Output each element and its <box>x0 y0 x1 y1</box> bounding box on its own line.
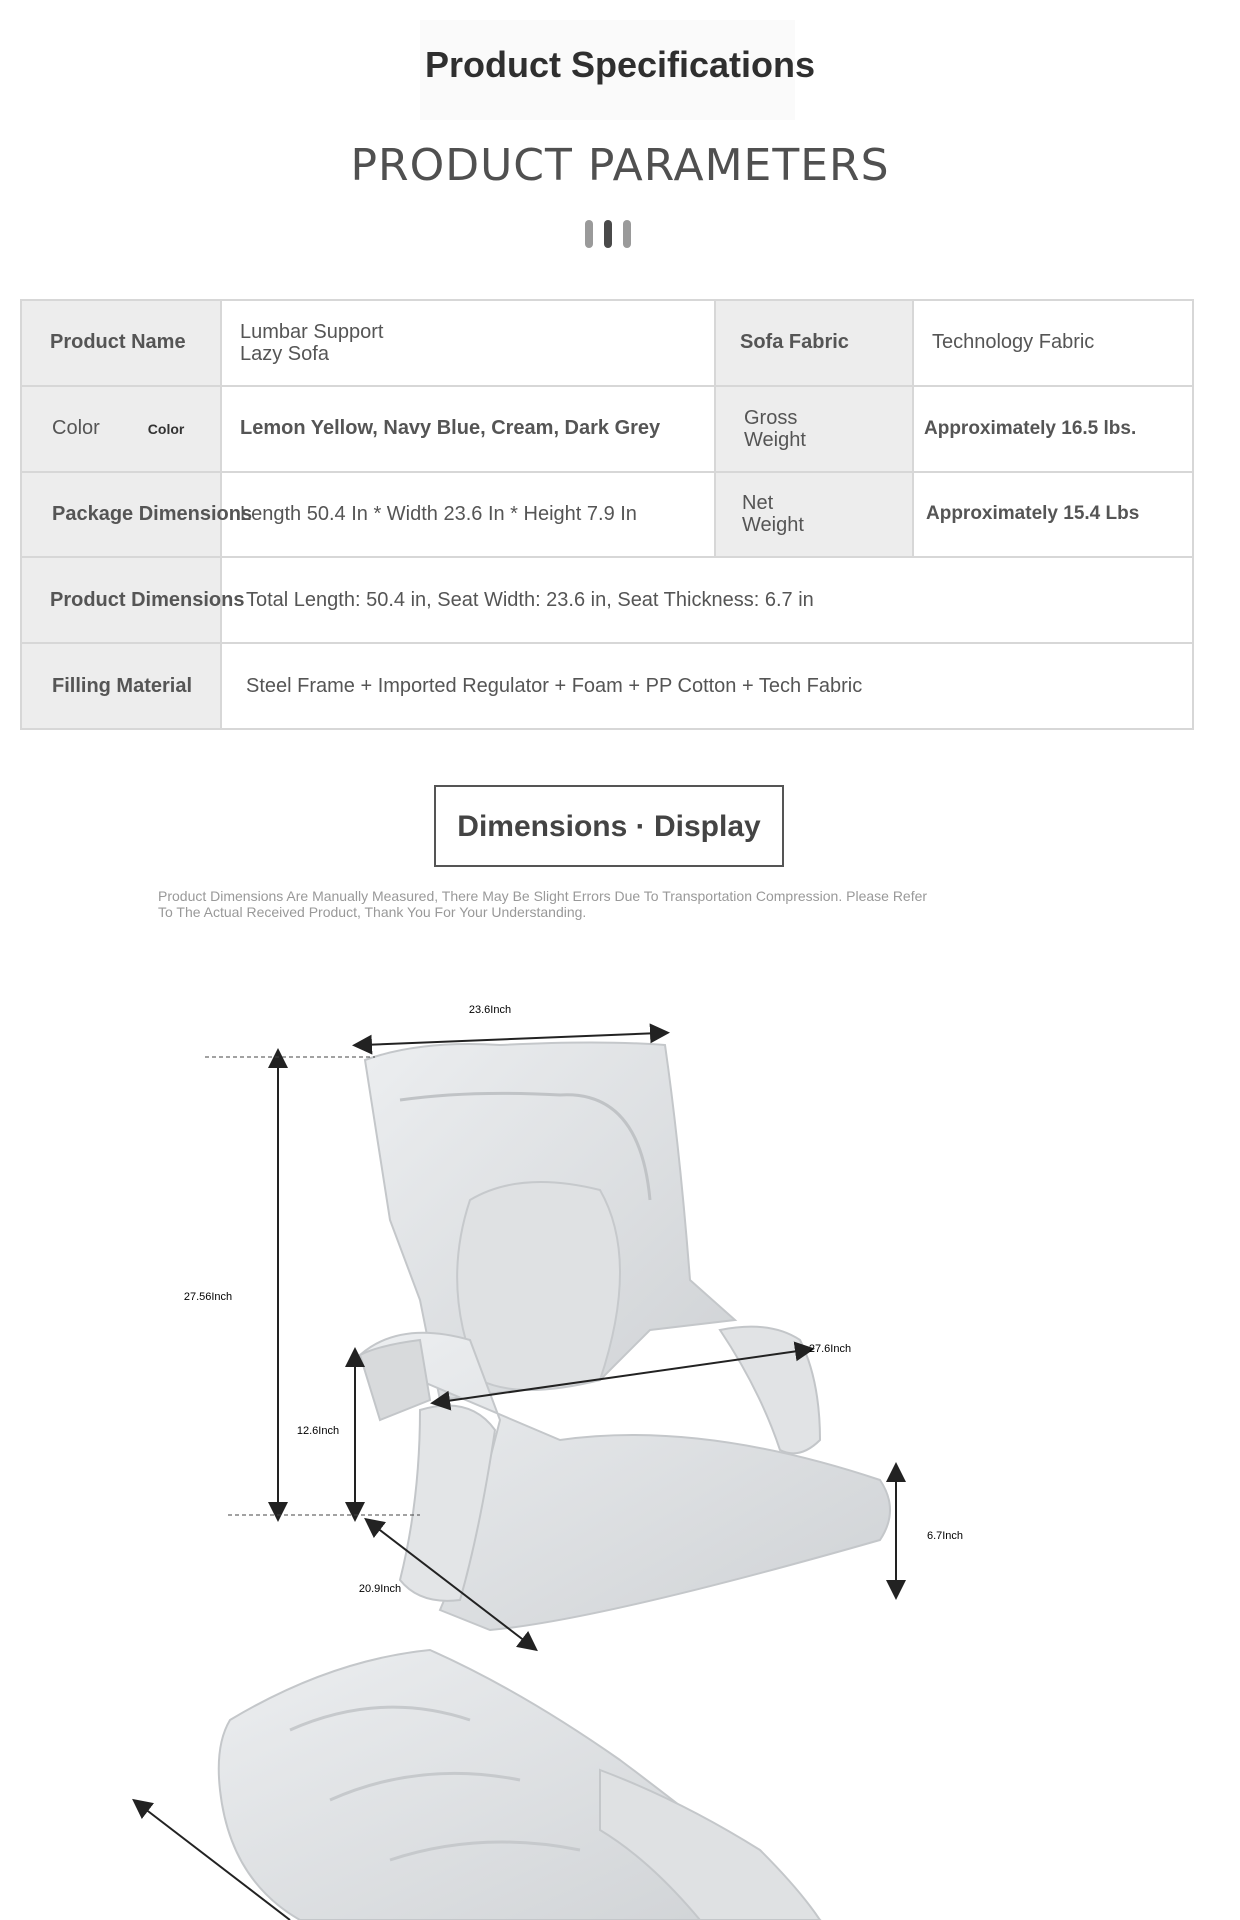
seat-height-label: 12.6Inch <box>296 1425 340 1437</box>
table-row <box>21 300 1193 386</box>
product-name-line1: Lumbar Support <box>240 320 384 343</box>
spec-table <box>20 299 1194 730</box>
height-total-label: 27.56Inch <box>183 1291 233 1303</box>
page-title: Product Specifications <box>424 44 816 85</box>
table-row <box>21 643 1193 729</box>
color-label-cell <box>21 386 221 472</box>
color-value: Lemon Yellow, Navy Blue, Cream, Dark Grey <box>221 386 715 472</box>
gross-weight-label-line1: Gross <box>744 406 798 429</box>
product-dimensions-label: Product Dimensions <box>21 557 221 643</box>
color-label: Color <box>52 417 100 440</box>
chair-image-lying <box>219 1650 820 1920</box>
filling-material-value: Steel Frame + Imported Regulator + Foam + PP Cotton + Tech Fabric <box>221 643 1193 729</box>
net-weight-value: Approximately 15.4 Lbs <box>913 472 1193 558</box>
product-name-value <box>221 300 715 386</box>
net-weight-label-line1: Net <box>742 492 774 515</box>
section-subtitle: PRODUCT PARAMETERS <box>350 140 890 191</box>
gross-weight-value: Approximately 16.5 lbs. <box>913 386 1193 472</box>
sofa-fabric-value: Technology Fabric <box>913 300 1193 386</box>
measurement-note-line2: To The Actual Received Product, Thank You For Your Understanding. <box>158 904 587 920</box>
net-weight-label-line2: Weight <box>742 514 804 537</box>
gross-weight-label <box>715 386 913 472</box>
product-name-label: Product Name <box>21 300 221 386</box>
gross-weight-label-line2: Weight <box>744 428 806 451</box>
product-dimensions-value: Total Length: 50.4 in, Seat Width: 23.6 in, Seat Thickness: 6.7 in <box>221 557 1193 643</box>
dimensions-heading: Dimensions · Display <box>434 785 784 867</box>
color-label-small: Color <box>147 421 185 438</box>
depth-label: 20.9Inch <box>358 1583 402 1595</box>
table-row <box>21 557 1193 643</box>
filling-material-label: Filling Material <box>21 643 221 729</box>
package-dimensions-label: Package Dimensions <box>21 472 221 558</box>
table-row <box>21 386 1193 472</box>
product-name-line2: Lazy Sofa <box>240 342 329 365</box>
package-dimensions-value: Length 50.4 In * Width 23.6 In * Height 7.9 In <box>221 472 715 558</box>
net-weight-label <box>715 472 913 558</box>
arm-width-label: 27.6Inch <box>808 1343 852 1355</box>
measurement-note <box>158 888 1008 920</box>
decorative-bars-icon <box>585 220 635 250</box>
width-top-label: 23.6Inch <box>468 1004 512 1016</box>
thickness-label: 6.7Inch <box>926 1530 964 1542</box>
sofa-fabric-label: Sofa Fabric <box>715 300 913 386</box>
table-row <box>21 472 1193 558</box>
chair-image <box>360 1043 890 1631</box>
chair-dimension-illustration <box>0 960 1240 1920</box>
measurement-note-line1: Product Dimensions Are Manually Measured, There May Be Slight Errors Due To Transportation Compression. Please Refer <box>158 888 928 904</box>
